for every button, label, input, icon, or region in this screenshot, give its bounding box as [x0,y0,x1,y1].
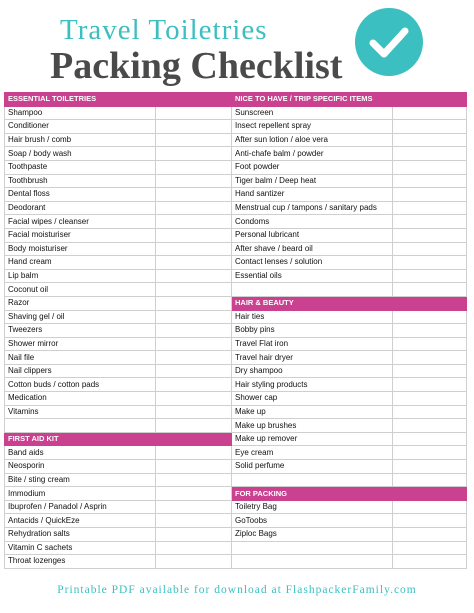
checklist-row [5,419,467,433]
checklist-item: Cotton buds / cotton pads [5,378,156,392]
checklist-item: Vitamins [5,405,156,419]
checklist-item: Insect repellent spray [232,120,393,134]
checklist-row [5,201,467,215]
check-box-cell[interactable] [393,555,467,569]
checklist-item: Dental floss [5,188,156,202]
check-box-cell[interactable] [156,106,232,120]
checklist-row [5,405,467,419]
checklist-item: Bobby pins [232,324,393,338]
checklist-item: Bite / sting cream [5,473,156,487]
checklist-item: Condoms [232,215,393,229]
footer-note: Printable PDF available for download at FlashpackerFamily.com [57,584,417,596]
checklist-row [5,188,467,202]
checklist-item: Conditioner [5,120,156,134]
checklist-row [5,364,467,378]
checklist-row [5,541,467,555]
checklist-row [5,528,467,542]
checklist-row [5,555,467,569]
check-box-cell[interactable] [393,242,467,256]
checklist-row [5,473,467,487]
checklist-row [5,460,467,474]
check-box-cell[interactable] [156,432,232,446]
check-box-cell[interactable] [393,310,467,324]
check-box-cell[interactable] [156,337,232,351]
check-box-cell[interactable] [156,133,232,147]
check-box-cell[interactable] [156,147,232,161]
checklist-item: Rehydration salts [5,528,156,542]
checklist-item: Facial wipes / cleanser [5,215,156,229]
checklist-item: Body moisturiser [5,242,156,256]
checklist-item: Hair styling products [232,378,393,392]
check-box-cell[interactable] [156,93,232,107]
checklist-row [5,147,467,161]
checklist-item: Ziploc Bags [232,528,393,542]
check-box-cell[interactable] [393,256,467,270]
section-header: FOR PACKING [232,487,393,501]
checklist-row [5,296,467,310]
check-box-cell[interactable] [393,93,467,107]
checklist-item: Shaving gel / oil [5,310,156,324]
checklist-item: Vitamin C sachets [5,541,156,555]
checklist-row [5,500,467,514]
checklist-item: Make up brushes [232,419,393,433]
checklist-item: Make up remover [232,432,393,446]
checklist-row [5,215,467,229]
checklist-row [5,256,467,270]
check-box-cell[interactable] [156,120,232,134]
check-box-cell[interactable] [156,446,232,460]
checklist-row [5,514,467,528]
check-box-cell[interactable] [156,228,232,242]
checklist-item: Deodorant [5,201,156,215]
check-box-cell[interactable] [156,500,232,514]
checklist-item: Medication [5,392,156,406]
checklist [4,92,466,569]
check-box-cell[interactable] [156,405,232,419]
checklist-item: Hair brush / comb [5,133,156,147]
checklist-empty-row [5,419,156,433]
checklist-row [5,310,467,324]
checklist-item: GoToobs [232,514,393,528]
check-box-cell[interactable] [156,460,232,474]
check-box-cell[interactable] [156,269,232,283]
checklist-item: Toothbrush [5,174,156,188]
check-box-cell[interactable] [156,378,232,392]
check-box-cell[interactable] [393,446,467,460]
check-box-cell[interactable] [156,188,232,202]
check-box-cell[interactable] [393,133,467,147]
checklist-empty-row [232,555,393,569]
checklist-row [5,392,467,406]
check-box-cell[interactable] [156,392,232,406]
checklist-item: Toothpaste [5,160,156,174]
section-header: FIRST AID KIT [5,432,156,446]
check-box-cell[interactable] [393,324,467,338]
check-box-cell[interactable] [393,364,467,378]
check-box-cell[interactable] [156,514,232,528]
check-box-cell[interactable] [156,201,232,215]
checklist-empty-row [232,541,393,555]
check-box-cell[interactable] [156,174,232,188]
checklist-item: Shampoo [5,106,156,120]
check-box-cell[interactable] [393,460,467,474]
check-box-cell[interactable] [393,215,467,229]
check-box-cell[interactable] [393,500,467,514]
check-box-cell[interactable] [156,351,232,365]
check-box-cell[interactable] [393,351,467,365]
check-box-cell[interactable] [156,256,232,270]
check-box-cell[interactable] [393,120,467,134]
checklist-item: Hand santizer [232,188,393,202]
check-box-cell[interactable] [393,201,467,215]
checklist-item: Hair ties [232,310,393,324]
checklist-row [5,133,467,147]
checklist-table [4,92,467,569]
check-box-cell[interactable] [156,419,232,433]
check-box-cell[interactable] [393,392,467,406]
checklist-item: Neosporin [5,460,156,474]
checklist-row [5,283,467,297]
check-box-cell[interactable] [156,324,232,338]
checkmark-circle-icon [355,8,423,76]
checklist-item: After shave / beard oil [232,242,393,256]
checklist-row [5,174,467,188]
checklist-item: Solid perfume [232,460,393,474]
checklist-item: Soap / body wash [5,147,156,161]
checklist-item: Make up [232,405,393,419]
check-box-cell[interactable] [393,174,467,188]
checklist-row [5,378,467,392]
section-header: HAIR & BEAUTY [232,296,393,310]
check-box-cell[interactable] [156,242,232,256]
check-box-cell[interactable] [393,160,467,174]
checklist-item: Hand cream [5,256,156,270]
checklist-item: Antacids / QuickEze [5,514,156,528]
section-header: ESSENTIAL TOILETRIES [5,93,156,107]
checklist-row [5,242,467,256]
check-box-cell[interactable] [393,106,467,120]
check-box-cell[interactable] [393,228,467,242]
check-box-cell[interactable] [393,514,467,528]
check-box-cell[interactable] [156,160,232,174]
check-box-cell[interactable] [156,555,232,569]
page-header [0,0,474,92]
check-box-cell[interactable] [393,283,467,297]
checklist-row [5,228,467,242]
check-box-cell[interactable] [393,541,467,555]
checklist-item: Foot powder [232,160,393,174]
checklist-row [5,93,467,107]
checklist-row [5,324,467,338]
check-box-cell[interactable] [156,296,232,310]
checklist-item: Ibuprofen / Panadol / Asprin [5,500,156,514]
checklist-item: After sun lotion / aloe vera [232,133,393,147]
checklist-item: Razor [5,296,156,310]
check-box-cell[interactable] [156,541,232,555]
check-box-cell[interactable] [156,528,232,542]
check-box-cell[interactable] [393,188,467,202]
check-box-cell[interactable] [393,432,467,446]
checklist-item: Toiletry Bag [232,500,393,514]
check-box-cell[interactable] [393,473,467,487]
checklist-item: Facial moisturiser [5,228,156,242]
checklist-item: Essential oils [232,269,393,283]
checklist-item: Nail clippers [5,364,156,378]
checklist-item: Band aids [5,446,156,460]
check-box-cell[interactable] [156,215,232,229]
check-box-cell[interactable] [156,283,232,297]
check-box-cell[interactable] [393,405,467,419]
check-box-cell[interactable] [156,364,232,378]
check-box-cell[interactable] [393,419,467,433]
checklist-item: Shower cap [232,392,393,406]
title-line-1: Travel Toiletries [60,14,268,46]
check-box-cell[interactable] [393,378,467,392]
checklist-row [5,337,467,351]
check-box-cell[interactable] [393,528,467,542]
checklist-item: Anti-chafe balm / powder [232,147,393,161]
checklist-row [5,446,467,460]
checklist-item: Tweezers [5,324,156,338]
checklist-row [5,487,467,501]
check-box-cell[interactable] [393,296,467,310]
check-box-cell[interactable] [393,337,467,351]
checklist-item: Nail file [5,351,156,365]
checklist-item: Menstrual cup / tampons / sanitary pads [232,201,393,215]
checklist-row [5,351,467,365]
check-box-cell[interactable] [393,487,467,501]
checklist-item: Lip balm [5,269,156,283]
checklist-row [5,106,467,120]
section-header: NICE TO HAVE / TRIP SPECIFIC ITEMS [232,93,393,107]
checklist-row [5,269,467,283]
check-box-cell[interactable] [156,473,232,487]
checklist-item: Tiger balm / Deep heat [232,174,393,188]
check-box-cell[interactable] [393,147,467,161]
checklist-item: Personal lubricant [232,228,393,242]
checklist-row [5,120,467,134]
checklist-item: Dry shampoo [232,364,393,378]
checklist-item: Sunscreen [232,106,393,120]
checklist-item: Shower mirror [5,337,156,351]
checklist-item: Immodium [5,487,156,501]
checklist-item: Contact lenses / solution [232,256,393,270]
check-box-cell[interactable] [156,310,232,324]
checklist-item: Travel hair dryer [232,351,393,365]
title-line-2: Packing Checklist [50,45,343,87]
checklist-empty-row [232,473,393,487]
checklist-row [5,432,467,446]
checklist-item: Coconut oil [5,283,156,297]
check-box-cell[interactable] [156,487,232,501]
checklist-item: Eye cream [232,446,393,460]
checklist-empty-row [232,283,393,297]
check-box-cell[interactable] [393,269,467,283]
checklist-row [5,160,467,174]
checklist-item: Throat lozenges [5,555,156,569]
checklist-item: Travel Flat iron [232,337,393,351]
